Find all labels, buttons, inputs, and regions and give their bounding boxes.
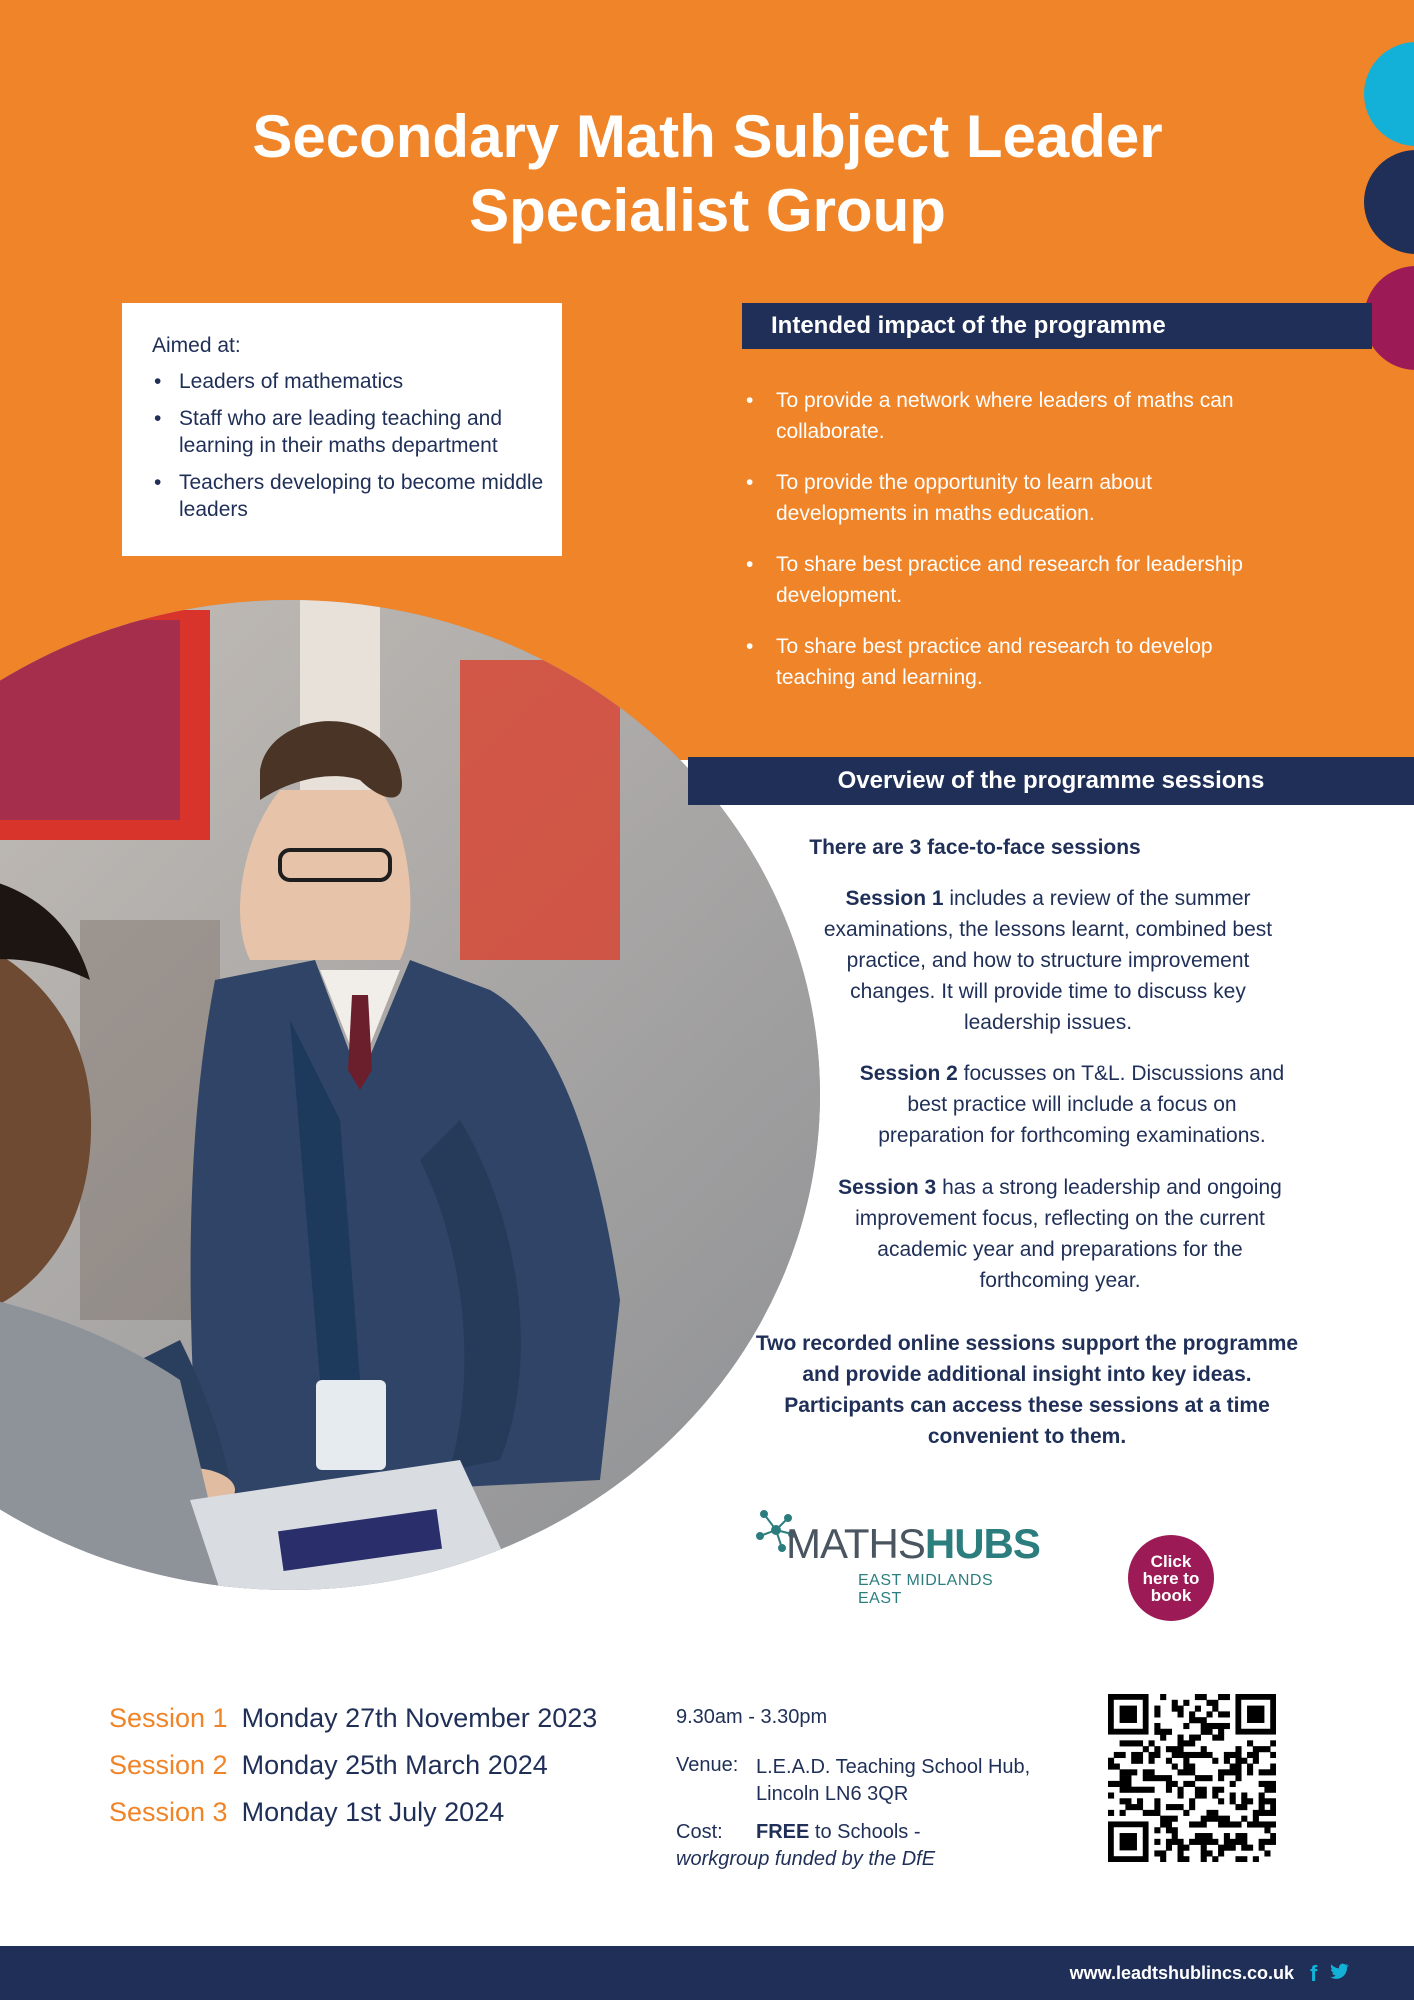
recorded-sessions-note: Two recorded online sessions support the programme and provide additional insight into key ideas. Participants can access these sessions at a time convenient to them. [755, 1332, 1299, 1448]
session-time: 9.30am - 3.30pm [676, 1706, 828, 1728]
impact-list [746, 385, 1266, 713]
title-line-2: Specialist Group [469, 177, 946, 244]
session-label: Session 2 [109, 1750, 228, 1780]
aimed-at-heading: Aimed at: [152, 334, 241, 357]
overview-intro: There are 3 face-to-face sessions [809, 836, 1141, 859]
aimed-item: • Leaders of mathematics [152, 368, 552, 395]
session-2-description [852, 1058, 1292, 1151]
click-here-to-book-button[interactable] [1128, 1535, 1214, 1621]
session-2-label: Session 2 [859, 1062, 958, 1085]
impact-item: • To provide the opportunity to learn about developments in maths education. [746, 467, 1266, 529]
footer-bar [0, 1946, 1414, 2000]
aimed-item: • Teachers developing to become middle leaders [152, 469, 552, 523]
page-title [150, 100, 1265, 248]
session-date-row [109, 1750, 548, 1781]
title-line-1: Secondary Math Subject Leader [252, 103, 1163, 170]
venue-value [756, 1754, 1030, 1808]
qr-code-graphic [1108, 1694, 1276, 1862]
session-3-description [830, 1172, 1290, 1296]
logo-maths: MATHS [786, 1520, 925, 1567]
session-date-row [109, 1703, 597, 1734]
impact-item: • To share best practice and research for leadership development. [746, 549, 1266, 611]
cost-value [756, 1821, 921, 1844]
impact-item: • To provide a network where leaders of maths can collaborate. [746, 385, 1266, 447]
booking-qr-code[interactable] [1108, 1694, 1276, 1862]
cost-label: Cost: [676, 1821, 723, 1843]
book-button-label: Click here to book [1142, 1551, 1200, 1605]
session-date: Monday 1st July 2024 [241, 1797, 505, 1827]
logo-hubs: HUBS [924, 1520, 1040, 1567]
cost-rest: to Schools - [809, 1821, 921, 1843]
maths-hubs-logo [756, 1508, 1040, 1607]
session-2-text: focusses on T&L. Discussions and best practice will include a focus on preparation for forthcoming examinations. [878, 1062, 1285, 1147]
session-date: Monday 25th March 2024 [241, 1750, 548, 1780]
session-3-label: Session 3 [838, 1176, 937, 1199]
session-date: Monday 27th November 2023 [241, 1703, 598, 1733]
impact-heading: Intended impact of the programme [742, 303, 1372, 349]
overview-heading: Overview of the programme sessions [688, 757, 1414, 805]
session-1-description [818, 883, 1278, 1038]
session-label: Session 3 [109, 1797, 228, 1827]
cost-note: workgroup funded by the DfE [676, 1848, 936, 1870]
facebook-icon[interactable]: f [1310, 1961, 1318, 1986]
logo-subtitle: EAST MIDLANDS EAST [858, 1572, 994, 1607]
aimed-item: • Staff who are leading teaching and learning in their maths department [152, 405, 552, 459]
cost-free: FREE [756, 1821, 810, 1843]
venue-label: Venue: [676, 1754, 739, 1776]
session-label: Session 1 [109, 1703, 228, 1733]
aimed-at-list [152, 368, 552, 533]
maths-hubs-wordmark [786, 1522, 1040, 1566]
venue-line-2: Lincoln LN6 3QR [756, 1783, 909, 1805]
session-1-text: includes a review of the summer examinations, the lessons learnt, combined best practice, and how to structure improvement changes. It will provide time to discuss key leadership issues. [823, 887, 1273, 1034]
session-1-label: Session 1 [845, 887, 944, 910]
venue-line-1: L.E.A.D. Teaching School Hub, [756, 1756, 1031, 1778]
session-date-row [109, 1797, 504, 1828]
session-3-text: has a strong leadership and ongoing improvement focus, reflecting on the current academic year and preparations for the forthcoming year. [855, 1176, 1282, 1292]
website-link[interactable]: www.leadtshublincs.co.uk [1069, 1963, 1294, 1983]
twitter-icon[interactable] [1328, 1960, 1350, 1982]
impact-item: • To share best practice and research to develop teaching and learning. [746, 631, 1266, 693]
